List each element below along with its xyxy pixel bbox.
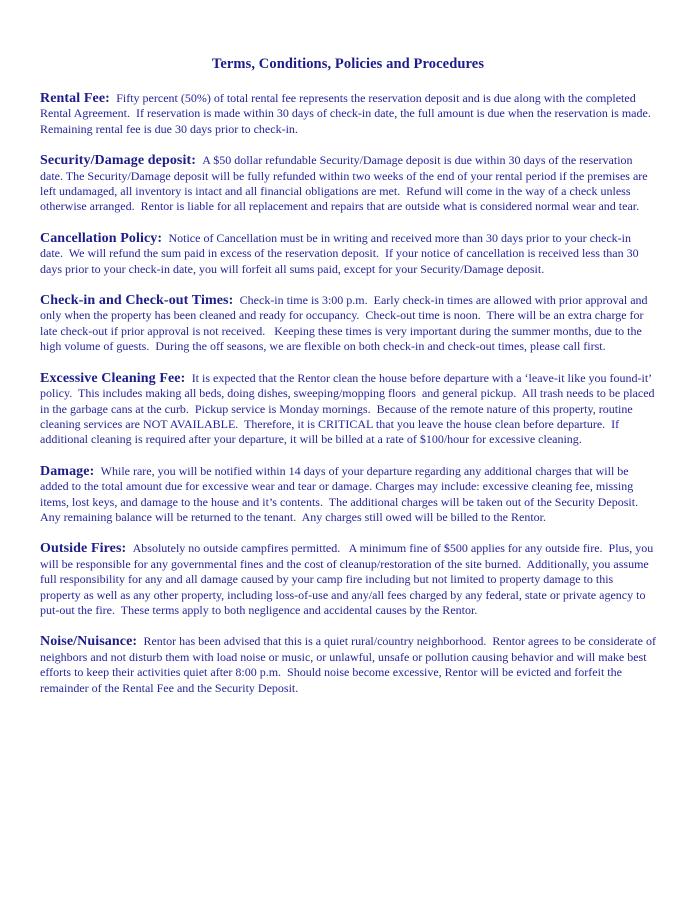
section-security-damage-deposit [40,153,656,215]
section-excessive-cleaning-fee [40,371,656,448]
section-heading-check-in-check-out-times: Check-in and Check-out Times: [40,293,234,309]
section-body-damage: While rare, you will be notified within 14 days of your departure regarding any additional charges that will be added to the total amount due for excessive wear and tear or damage. Charges may include: excessive cleaning fee, missing items, lost keys, and damage to the house and it’s contents. The additional charges will be taken out of the Security Deposit. Any remaining balance will be returned to the tenant. Any charges still owed will be billed to the Rentor. [40,463,644,524]
section-body-cancellation-policy: Notice of Cancellation must be in writing and received more than 30 days prior to your check-in date. We will refund the sum paid in excess of the reservation deposit. If your notice of cancellation is received less than 30 days prior to your check-in date, you will forfeit all sums paid, except for your Security/Damage deposit. [40,230,642,276]
section-body-noise-nuisance: Rentor has been advised that this is a quiet rural/country neighborhood. Rentor agrees to be considerate of neighbors and not disturb them with load noise or music, or unlawful, unsafe or pollution causing behavior and will make best efforts to keep their activities quiet after 8:00 p.m. Should noise become excessive, Rentor will be evicted and forfeit the remainder of the Rental Fee and the Security Deposit. [40,634,659,695]
section-heading-outside-fires: Outside Fires: [40,541,127,557]
section-body-excessive-cleaning-fee: It is expected that the Rentor clean the house before departure with a ‘leave-it like you found-it’ policy. This includes making all beds, doing dishes, sweeping/mopping floors and general pickup. All trash needs to be placed in the garbage cans at the curb. Pickup service is Monday mornings. Because of the remote nature of this property, routine cleaning services are NOT AVAILABLE. Therefore, it is CRITICAL that you leave the house clean before departure. If additional cleaning is required after your departure, it will be billed at a rate of $100/hour for excessive cleaning. [40,370,658,447]
section-cancellation-policy [40,231,656,277]
section-body-outside-fires: Absolutely no outside campfires permitted. A minimum fine of $500 applies for any outside fire. Plus, you will be responsible for any governmental fines and the cost of cleanup/restoration of the site burned. Additionally, you assume full responsibility for any and all damage caused by your camp fire including but not limited to property damage to this property as well as any other property, including loss-of-use and any/all fees charged by any federal, state or private agency to put-out the fire. These terms apply to both negligence and accidental causes by the Rentor. [40,541,657,617]
section-heading-rental-fee: Rental Fee: [40,91,110,106]
section-check-in-check-out-times [40,293,656,355]
section-body-check-in-check-out-times: Check-in time is 3:00 p.m. Early check-in times are allowed with prior approval and only when the property has been cleaned and ready for occupancy. Check-out time is noon. There will be an extra charge for late check-out if prior approval is not received. Keeping these times is very important during the summer months, due to the high volume of guests. During the off seasons, we are flexible on both check-in and check-out times, please call first. [40,293,651,354]
section-heading-excessive-cleaning-fee: Excessive Cleaning Fee: [40,370,186,386]
section-rental-fee [40,91,660,137]
section-outside-fires [40,541,656,618]
section-heading-cancellation-policy: Cancellation Policy: [40,230,163,246]
section-damage [40,464,656,526]
section-heading-security-damage-deposit: Security/Damage deposit: [40,153,196,169]
section-body-security-damage-deposit: A $50 dollar refundable Security/Damage deposit is due within 30 days of the reservation date. The Security/Damage deposit will be fully refunded within two weeks of the end of your rental period if the premises are left undamaged, all inventory is intact and all financial obligations are met. Refund will come in the way of a check unless otherwise arranged. Rentor is liable for all replacement and repairs that are outside what is considered normal wear and tear. [40,153,651,214]
section-body-rental-fee: Fifty percent (50%) of total rental fee represents the reservation deposit and is due along with the completed Rental Agreement. If reservation is made within 30 days of check-in date, the full amount is due when the reservation is made. Remaining rental fee is due 30 days prior to check-in. [40,91,660,136]
section-heading-noise-nuisance: Noise/Nuisance: [40,634,138,650]
section-heading-damage: Damage: [40,463,95,479]
section-noise-nuisance [40,634,659,696]
page-title: Terms, Conditions, Policies and Procedures [211,56,485,72]
